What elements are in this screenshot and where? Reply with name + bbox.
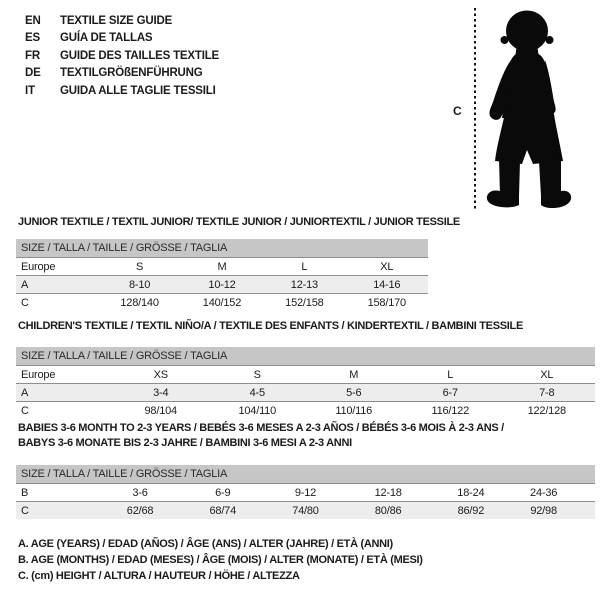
height-label-c: C <box>453 104 462 118</box>
measurement-legend <box>18 536 423 585</box>
section-title-line: CHILDREN'S TEXTILE / TEXTIL NIÑO/A / TEXTILE DES ENFANTS / KINDERTEXTIL / BAMBINI TESSILE <box>18 320 523 332</box>
table-row <box>16 366 595 384</box>
junior-size-table <box>16 239 428 311</box>
row-label: A <box>21 386 29 399</box>
language-row <box>25 65 219 82</box>
size-value-cell: L <box>301 260 308 273</box>
language-title: TEXTILE SIZE GUIDE <box>60 15 173 27</box>
size-value-cell: XL <box>380 260 394 273</box>
language-row <box>25 83 219 100</box>
size-value-cell: 12-18 <box>374 486 402 499</box>
size-value-cell: 62/68 <box>126 504 154 517</box>
size-value-cell: 80/86 <box>374 504 402 517</box>
size-value-cell: L <box>447 368 454 381</box>
size-value-cell: M <box>349 368 359 381</box>
size-value-cell: S <box>253 368 261 381</box>
size-value-cell: 92/98 <box>530 504 557 517</box>
row-label: C <box>21 404 29 417</box>
size-value-cell: 116/122 <box>431 404 470 417</box>
size-value-cell: 18-24 <box>457 486 485 499</box>
table-row <box>16 502 595 520</box>
size-value-cell: S <box>136 260 144 273</box>
size-value-cell: 110/116 <box>335 404 373 417</box>
size-value-cell: 3-4 <box>153 386 169 399</box>
size-value-cell: 6-9 <box>215 486 231 499</box>
section-title-children <box>18 319 523 334</box>
legend-line: B. AGE (MONTHS) / EDAD (MESES) / ÂGE (MOIS) / ALTER (MONATE) / ETÀ (MESI) <box>18 554 423 567</box>
language-code: IT <box>25 84 35 97</box>
size-value-cell: 24-36 <box>530 486 558 499</box>
language-title-list <box>25 13 219 100</box>
section-title-line: BABIES 3-6 MONTH TO 2-3 YEARS / BEBÉS 3-6 MESES A 2-3 AÑOS / BÉBÉS 3-6 MOIS À 2-3 ANS / <box>18 422 504 434</box>
size-value-cell: XL <box>540 368 554 381</box>
language-title: GUIDA ALLE TAGLIE TESSILI <box>60 84 216 97</box>
size-value-cell: 7-8 <box>539 386 555 399</box>
size-header-bar: SIZE / TALLA / TAILLE / GRÖSSE / TAGLIA <box>16 239 428 258</box>
size-value-cell: 122/128 <box>527 404 566 417</box>
height-figure-area <box>440 0 600 220</box>
row-label: B <box>21 486 29 499</box>
size-value-cell: XS <box>153 368 168 381</box>
language-row <box>25 13 219 30</box>
size-value-cell: 74/80 <box>292 504 319 517</box>
size-value-cell: 5-6 <box>346 386 362 399</box>
size-value-cell: 86/92 <box>457 504 485 517</box>
section-title-line: JUNIOR TEXTILE / TEXTIL JUNIOR/ TEXTILE JUNIOR / JUNIORTEXTIL / JUNIOR TESSILE <box>18 216 460 228</box>
section-title-junior <box>18 215 460 230</box>
row-label: A <box>21 278 29 291</box>
size-header-row <box>16 239 428 258</box>
legend-line: A. AGE (YEARS) / EDAD (AÑOS) / ÂGE (ANS) / ALTER (JAHRE) / ETÀ (ANNI) <box>18 538 393 550</box>
size-value-cell: 158/170 <box>367 296 406 309</box>
section-title-line: BABYS 3-6 MONATE BIS 2-3 JAHRE / BAMBINI 3-6 MESI A 2-3 ANNI <box>18 436 352 449</box>
language-row <box>25 30 219 47</box>
table-row <box>16 276 428 294</box>
size-value-cell: 6-7 <box>442 386 458 399</box>
size-value-cell: 140/152 <box>202 296 242 309</box>
table-row <box>16 294 428 312</box>
size-value-cell: 98/104 <box>144 404 177 417</box>
language-title: GUÍA DE TALLAS <box>60 32 153 45</box>
children-size-table <box>16 347 595 419</box>
language-code: FR <box>25 49 40 62</box>
legend-line: C. (cm) HEIGHT / ALTURA / HAUTEUR / HÖHE / ALTEZZA <box>18 570 300 583</box>
table-row <box>16 484 595 502</box>
babies-size-table <box>16 465 595 519</box>
language-code: ES <box>25 32 40 45</box>
size-value-cell: 152/158 <box>285 296 324 309</box>
row-label: C <box>21 504 29 517</box>
size-header-row <box>16 347 595 366</box>
size-value-cell: M <box>217 260 227 273</box>
size-value-cell: 104/110 <box>238 404 277 417</box>
row-label: Europe <box>21 368 56 381</box>
row-label: C <box>21 296 29 309</box>
language-row <box>25 48 219 65</box>
size-value-cell: 128/140 <box>120 296 159 309</box>
table-row <box>16 258 428 276</box>
size-value-cell: 68/74 <box>209 504 237 517</box>
language-code: DE <box>25 67 41 80</box>
size-value-cell: 10-12 <box>208 278 236 291</box>
baby-silhouette-icon <box>440 0 600 220</box>
language-title: GUIDE DES TAILLES TEXTILE <box>60 49 219 62</box>
size-value-cell: 8-10 <box>128 278 151 291</box>
size-value-cell: 12-13 <box>290 278 318 291</box>
language-code: EN <box>25 15 41 27</box>
table-row <box>16 402 595 420</box>
size-value-cell: 3-6 <box>132 486 148 499</box>
section-title-babies <box>18 421 578 450</box>
size-value-cell: 14-16 <box>373 278 401 291</box>
size-header-bar: SIZE / TALLA / TAILLE / GRÖSSE / TAGLIA <box>16 347 595 366</box>
size-value-cell: 9-12 <box>294 486 317 499</box>
table-row <box>16 384 595 402</box>
row-label: Europe <box>21 260 56 273</box>
language-title: TEXTILGRÖßENFÜHRUNG <box>60 67 203 80</box>
size-header-bar: SIZE / TALLA / TAILLE / GRÖSSE / TAGLIA <box>16 465 595 484</box>
size-value-cell: 4-5 <box>249 386 265 399</box>
size-header-row <box>16 465 595 484</box>
